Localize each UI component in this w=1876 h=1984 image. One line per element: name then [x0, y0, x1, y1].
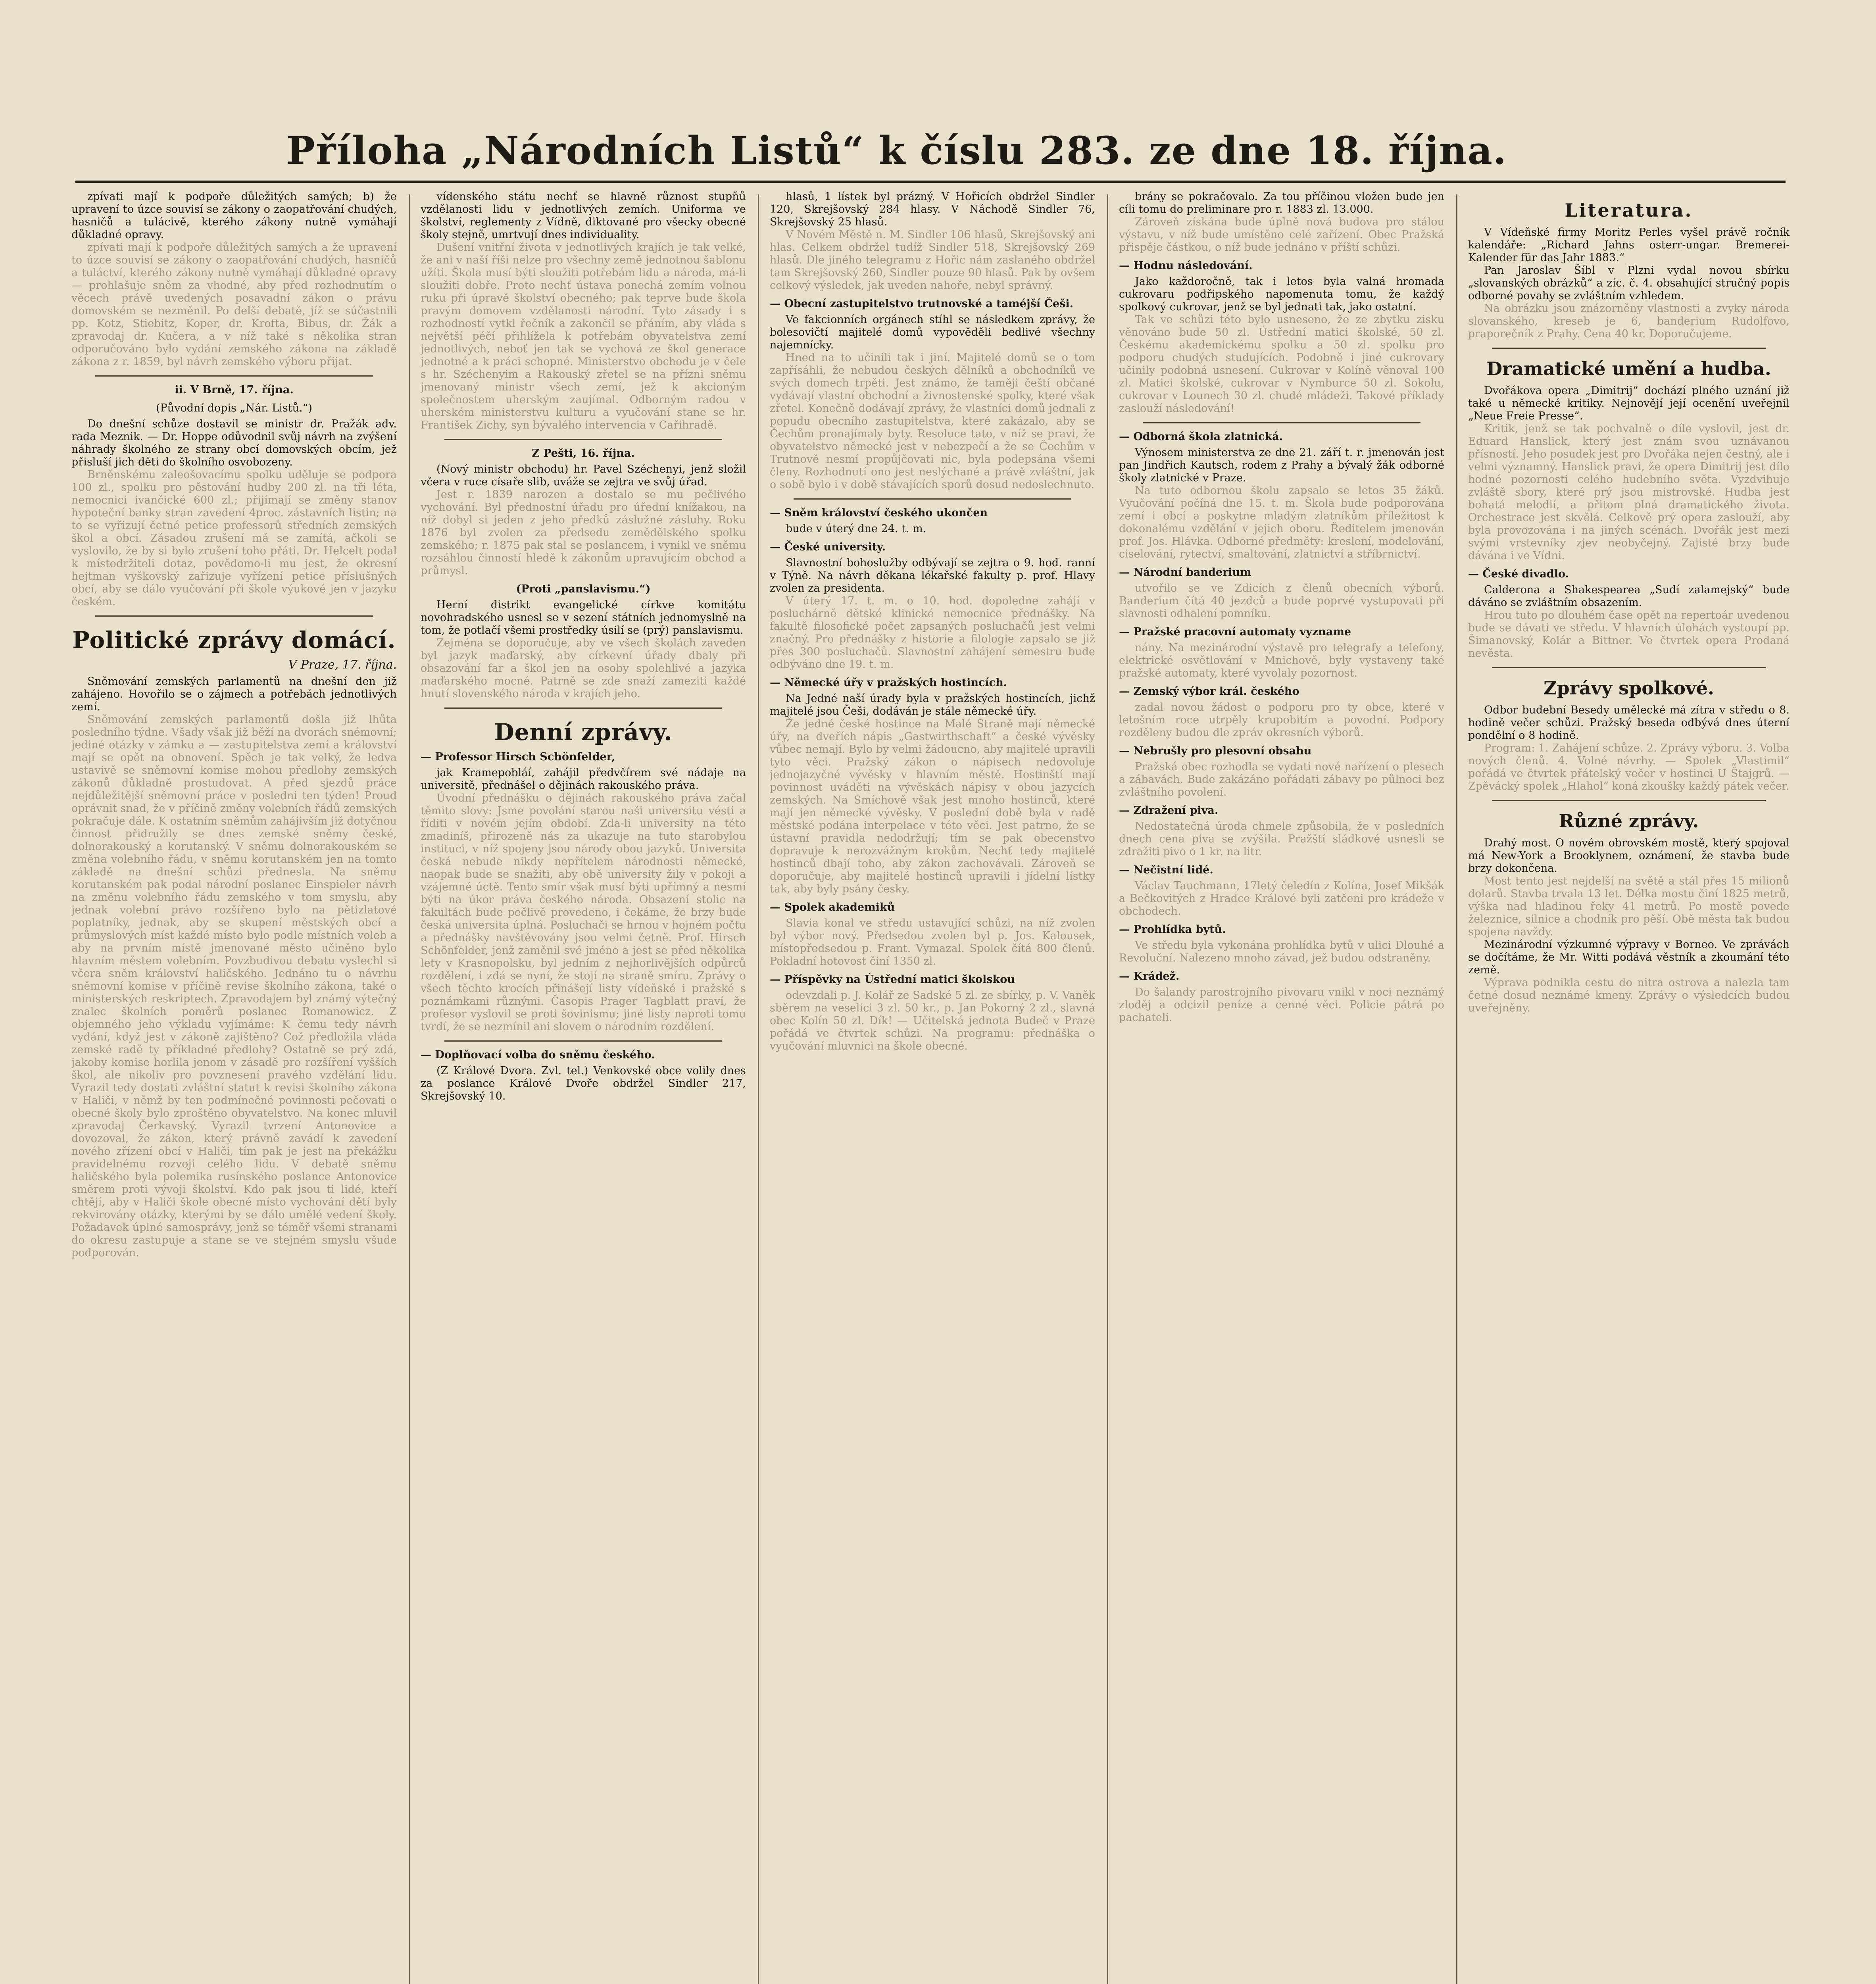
- col3-item4-title: — Německé úřy v pražských hostincích.: [770, 677, 1007, 689]
- col4-item3-title: — Národní banderium: [1119, 566, 1251, 579]
- col5-misc-filler: Most tento jest nejdelší na světě a stál přes 15 milionů dolarů. Stavba trvala 13 let. Délka mostu činí 1825 metrů, výška nad hladinou řeky 41 metrů. Po mostě povede železnice, silnice a chodník pro pěší. Obě města tak budou spojena navždy.: [1468, 875, 1790, 938]
- col5-clubs-filler: Program: 1. Zahájení schůze. 2. Zprávy výboru. 3. Volba nových členů. 4. Volné návrhy. — Spolek „Vlastimil“ pořádá ve čtvrtek přátelský večer v hostinci U Štajgrů. — Zpěvácký spolek „Hlahol“ koná zkoušky každý pátek večer.: [1468, 742, 1790, 792]
- col2-news-title: Denní zprávy.: [494, 719, 673, 746]
- col3-item2-text: bude v úterý dne 24. t. m.: [786, 523, 926, 535]
- col2-news1-title: — Professor Hirsch Schönfelder,: [421, 751, 615, 763]
- col1-item1-title: ii. V Brně, 17. října.: [175, 384, 294, 396]
- col3-text: hlasů, 1 lístek byl prázný. V Hořicích obdržel Sindler 120, Skrejšovský 284 hlasy. V Náchodě Sindler 76, Skrejšovský 25 hlasů.: [770, 190, 1095, 228]
- col4-item6-filler: Pražská obec rozhodla se vydati nové nařízení o plesech a zábavách. Bude zakázáno pořádati zábavy po půlnoci bez zvláštního povolení.: [1119, 761, 1444, 798]
- col2-separator-1: [444, 439, 722, 440]
- col4-item7-title: — Zdražení piva.: [1119, 804, 1219, 817]
- col4-item3-filler: utvořilo se ve Zdicích z členů obecních výborů. Banderium čítá 40 jezdců a bude poprvé vystupovati při slavnosti odhalení pomníku.: [1119, 582, 1444, 620]
- col4-item9-title: — Prohlídka bytů.: [1119, 923, 1226, 936]
- col2-item2-filler: Zejména se doporučuje, aby ve všech školách zaveden byl jazyk maďarský, aby církevní úřady dbaly při obsazování far a škol jen na osoby spolehlivé a jazyka maďarského mocné. Patrně se zde snaží zameziti každé hnutí slovenského národa v krajích jeho.: [421, 637, 746, 700]
- col5-theater2-title: — České divadlo.: [1468, 568, 1569, 580]
- col3-item2-title: — Sněm království českého ukončen: [770, 507, 988, 519]
- col4-item6-title: — Nebrušly pro plesovní obsahu: [1119, 745, 1312, 757]
- col3-item4-filler: Že jedné české hostince na Malé Straně mají německé úřy, na dveřích nápis „Gastwirthschaft“ a české vývěsky vůbec nemají. Bylo by velmi žádoucno, aby majitelé upravili tyto věci. Pražský zákon o nápisech nedovoluje jednojazyčné vývěsky v hlavním městě. Hostinští mají povinnost uváděti na vývěskách nápisy v obou jazycích zemských. Na Smíchově však jest mnoho hostinců, které mají jen německé vývěsky. V poslední době byla v radě městské podána interpelace v této věci. Jest patrno, že se ústavní pravidla nedodržují; tím se pak obecenstvo dopravuje k nerozvážným krokům. Nechť tedy majitelé hostinců dbají toho, aby zákon zachovávali. Zároveň se doporučuje, aby majitelé hostinců upravili i jídelní lístky tak, aby byly psány česky.: [770, 718, 1095, 895]
- col5-misc2-text: Mezinárodní výzkumné výpravy v Borneo. Ve zprávách se dočítáme, že Mr. Witti podává věstník a zkoumání této země.: [1468, 938, 1790, 976]
- col3-item3-text: Slavnostní bohoslužby odbývají se zejtra o 9. hod. ranní v Týně. Na návrh děkana lékařské fakulty p. prof. Hlavy zvolen za presidenta.: [770, 557, 1095, 594]
- col3-item1-title: — Obecní zastupitelstvo trutnovské a taméjší Češi.: [770, 298, 1074, 310]
- col4-item2-filler: Na tuto odbornou školu zapsalo se letos 35 žáků. Vyučování počíná dne 15. t. m. Škola bude podporována zemí i obcí a poskytne mladým zlatníkům příležitost k dokonalému vzdělání v jejich oboru. Ředitelem jmenován prof. Jos. Hlávka. Odborné předměty: kreslení, modelování, ciselování, rytectví, smaltování, zlatnictví a stříbrnictví.: [1119, 484, 1444, 560]
- col5-lit-title: Literatura.: [1565, 200, 1693, 221]
- col1-separator-2: [95, 615, 373, 617]
- col2-separator-3: [444, 1040, 722, 1042]
- col4-separator-1: [1143, 422, 1420, 423]
- col3-item1-text: Ve fakcionních orgánech stíhl se následkem zprávy, že bolesovičtí majitelé domů vypověděli bedlivé všechny najemnícky.: [770, 313, 1095, 351]
- col4-item1-text: Jako každoročně, tak i letos byla valná hromada cukrovaru podřipského napomenuta tomu, že každý spolkový cukrovar, jenž se byl jednati tak, jako ostatní.: [1119, 275, 1444, 313]
- col4-item1-filler: Tak ve schůzi této bylo usneseno, že ze zbytku zisku věnováno bude 50 zl. Ústřední matici školské, 50 zl. Českému akademickému spolku a 50 zl. spolku pro podporu chudých studujících. Podobně i jiné cukrovary učinily podobná usnesení. Cukrovar v Kolíně věnoval 100 zl. Matici školské, cukrovar v Nymburce 50 zl. Sokolu, cukrovar v Lounech 30 zl. chudé mládeži. Takové příklady zaslouží následování!: [1119, 313, 1444, 415]
- col3-item6-title: — Příspěvky na Ústřední matici školskou: [770, 973, 1015, 986]
- col3-item5-filler: Slavia konal ve středu ustavující schůzi, na níž zvolen byl výbor nový. Předsedou zvolen byl p. Jos. Kalousek, místopředsedou p. Frant. Vymazal. Spolek čítá 800 členů. Pokladní hotovost činí 1350 zl.: [770, 917, 1095, 967]
- col3-item6-filler: odevzdali p. J. Kolář ze Sadské 5 zl. ze sbírky, p. V. Vaněk sběrem na veselici 3 zl. 50 kr., p. Jan Pokorný 2 zl., slavná obec Kolín 50 zl. Dík! — Učitelská jednota Budeč v Praze pořádá ve čtvrtek schůzi. Na programu: přednáška o vyučování mluvnici na škole obecné.: [770, 989, 1095, 1052]
- col5-separator-2: [1492, 667, 1766, 668]
- col3-item3-title: — České university.: [770, 541, 886, 553]
- column-5: [1468, 190, 1790, 1984]
- col1-item1-text: Do dnešní schůze dostavil se ministr dr. Pražák adv. rada Meznik. — Dr. Hoppe odůvodnil svůj návrh na zvýšení náhrady školného ze strany obcí domovských obcím, jež přisluší jich děti do školního osvobozeny.: [71, 418, 397, 468]
- col5-misc-text: Drahý most. O novém obrovském mostě, který spojoval má New-York a Brooklynem, oznámení, že stavba bude brzy dokončena.: [1468, 837, 1790, 875]
- col2-news1-filler: Úvodní přednášku o dějinách rakouského práva začal těmito slovy: Jsme povolání starou naši universitu vésti a říditi v novém jejím období. Zda-li university na této zmadiníš, přirozeně nás za ukazuje na tuto starobylou instituci, v níž spojeny jsou národy obou jazyků. Universita česká nebude nikdy nepřítelem národnosti německé, naopak bude se snažiti, aby obě university žily v pokoji a vzájemné úctě. Tento smír však musí býti upřímný a nesmí býti na úkor práva českého národa. Obsazení stolic na fakultách bude pečlivě provedeno, i čekáme, že brzy bude česká universita úplná. Posluchači se hrnou v hojném počtu a přednášky navštěvovány jsou velmi četně. Prof. Hirsch Schönfelder, jenž zaměnil své jméno a jest se před několika lety v Krasnopolsku, byl jedním z nejhorlivějších odpůrců rozdělení, i zdá se nyní, že stojí na straně smíru. Zprávy o všech těchto krocích přinášejí listy vídeňské i pražské s poznámkami různými. Časopis Prager Tagblatt praví, že profesor vyslovil se proti šovinismu; jiné listy naproti tomu tvrdí, že se nezmínil ani slovem o národním rozdělení.: [421, 792, 746, 1033]
- col5-separator-3: [1492, 800, 1766, 801]
- col2-item-title: Z Pešti, 16. října.: [532, 447, 635, 459]
- col4-item5-title: — Zemský výbor král. českého: [1119, 685, 1299, 698]
- col2-separator-2: [444, 707, 722, 709]
- col4-item9-filler: Ve středu byla vykonána prohlídka bytů v ulici Dlouhé a Revoluční. Nalezeno mnoho závad, jež budou odstraněny.: [1119, 939, 1444, 964]
- supplement-masthead: Příloha „Národních Listů“ k číslu 283. ze dne 18. října.: [286, 128, 1507, 173]
- column-2: [421, 190, 746, 1984]
- col5-theater-filler: Kritik, jenž se tak pochvalně o díle vyslovil, jest dr. Eduard Hanslick, který jest znám svou uznávanou přísností. Jeho posudek jest pro Dvořáka nejen čestný, ale i velmi významný. Hanslick pravi, že opera Dimitrij jest dílo hodné pozornosti celého hudebního světa. Vyzdvihuje zvláště sbory, které prý jsou mistrovské. Hudba jest bohatá melodií, a přitom plná dramatického života. Orchestrace jest skvělá. Celkově prý opera zaslouží, aby byla provozována i na jiných scénách. Dvořák jest mezi svými vrstevníky zjev neobyčejný. Zajisté brzy bude dávána i ve Vídni.: [1468, 423, 1790, 562]
- col3-item5-title: — Spolek akademiků: [770, 901, 895, 913]
- col2-news2-title: — Doplňovací volba do sněmu českého.: [421, 1049, 655, 1061]
- col5-separator-1: [1492, 348, 1766, 349]
- col1-section-filler: Sněmování zemských parlamentů došla již lhůta posledního týdne. Všady však již běží na dvorách snémovní; jediné otázky v zámku a — zastupitelstva zemí a království mají se opět na obnovení. Spěch je tak velký, že ledva ustavivě se sněmovní komise mohou předlohy zemských zákonů důkladně prostudovat. A před sjezdů práce nejdůležitější sněmovní práce v posledni ten týden! Proud oprávnit snad, že v příčině změny volebních řádů zemských pokračuje dále. K ostatním sněmům zahájivším již dotyčnou činnost přidružily se dnes zemské sněmy české, dolnorakouský a korutanský. V sněmu dolnorakouském se změna volebního řádu, v sněmu korutanském jen na tomto základě na dnešní schůzi přednesla. Na sněmu korutanském pak podal národní poslanec Einspieler návrh na změnu volebního řádu zemského v tom smyslu, aby jednak volební právo rozšířeno bylo na pětizlatové poplatníky, jednak, aby se skupení městských obcí a průmyslových míst každé místo bylo podle místních voleb a aby na prvním místě jmenované město učiněno bylo hlavním městem volebním. Povzbudivou debatu vyslechl si včera sněm království haličského. Jednáno tu o návrhu sněmovní komise v příčině revise školního zákona, také o ministerských reskriptech. Zpravodajem byl známý výtečný znalec školních poměrů poslanec Romanowicz. Z objemného jeho výkladu vyjímáme: K čemu tedy návrh vydání, když jest v zákoně zajištěno? Což předložila vláda zemské radě ty příkladné předlohy? Ostatně se prý zdá, jakoby komise horlila jenom v zásadě pro rozšíření vyšších škol, ale nikoliv pro povznesení pravého vzdělání lidu. Vyrazil tedy dostati zvláštní statut k revisi školního zákona v Haliči, v němž by ten podmínečné povinnosti pečovati o obecné školy bylo zproštěno obyvatelstvo. Na konec mluvil zpravodaj Čerkavský. Vyrazil tvrzení Antonovice a dovozoval, že zákon, který právně zavádí k zavedení nového zřízení obcí v Haliči, tím pak je jest na překážku pravidelnému rozvoji celého lidu. V debatě sněmu haličského byla polemika rusínského poslance Antonovice směrem proti vývoji školství. Kdo pak jsou ti lidé, kteří chtějí, aby v Haliči škole obecné místo vychování dětí byly rekvirovány otázky, kterými by se dálo umělé vedení školy. Požadavek úplné samosprávy, jenž se téměř všemi stranami do okresu zastupuje a stane se ve stejném smyslu všude podporován.: [71, 713, 397, 1259]
- col4-item5-filler: zadal novou žádost o podporu pro ty obce, které v letošním roce utrpěly krupobitím a povodní. Podpory rozděleny budou dle zpráv okresních výborů.: [1119, 701, 1444, 739]
- col4-item8-filler: Václav Tauchmann, 17letý čeledín z Kolína, Josef Mikšák a Bečkovitých z Hradce Králové byli zatčeni pro krádeže v obchodech.: [1119, 880, 1444, 917]
- col4-item2-title: — Odborná škola zlatnická.: [1119, 431, 1283, 443]
- col2-text: vídenského státu nechť se hlavně různost stupňů vzdělanosti lidu v jednotlivých zemích. Uniforma ve školství, reglementy z Vídně, diktované pro všecky obecné školy stejně, umrtvují dnes individuality.: [421, 190, 746, 241]
- col5-clubs-text: Odbor budební Besedy umělecké má zítra v středu o 8. hodině večer schůzi. Pražský beseda odbývá dnes úterní pondělní o 8 hodině.: [1468, 704, 1790, 742]
- col5-theater-title: Dramatické umění a hudba.: [1486, 358, 1771, 379]
- col5-lit2-text: Pan Jaroslav Šíbl v Plzni vydal novou sbírku „slovanských obrázků“ a zíc. č. 4. obsahující stručný popis odborné povahy se zvláštním vzhledem.: [1468, 264, 1790, 302]
- col3-separator-1: [794, 498, 1071, 500]
- col5-theater2-filler: Hrou tuto po dlouhém čase opět na repertoár uvedenou bude se dávati ve středu. V hlavních úlohách vystoupí pp. Šimanovský, Kolár a Bittner. Ve čtvrtek opera Prodaná nevěsta.: [1468, 609, 1790, 659]
- col2-news2-text: (Z Králové Dvora. Zvl. tel.) Venkovské obce volily dnes za poslance Králové Dvoře obdržel Sindler 217, Skrejšovský 10.: [421, 1065, 746, 1102]
- col1-section-title: Politické zprávy domácí.: [72, 627, 396, 654]
- col1-body-filler: zpívati mají k podpoře důležitých samých a že upravení to úzce souvisí se zákony o zaopatřování chudých, hasničů a tuláctví, kterého zákony nutně vymáhají důkladné opravy — prohlašuje sněm za vhodné, aby před rozhodnutím o věcech právě uvedených posavadní zákon o právu domovském se nezměnil. Po delší debatě, jíž se súčastnili pp. Kotz, Stiebitz, Koper, dr. Krofta, Bibus, dr. Žák a zpravodaj dr. Kučera, a v níž také s několika stran odporučováno bylo vydání zemského zákona na základě zákona z r. 1859, byl návrh zemského výboru přijat.: [71, 241, 397, 368]
- col1-separator-1: [95, 375, 373, 377]
- col2-news1-text: jak Kramepobláí, zahájil předvčírem své nádaje na universitě, přednášel o dějinách rakouského práva.: [421, 767, 746, 792]
- col5-misc-title: Různé zprávy.: [1559, 810, 1699, 832]
- col2-item2-text: Herní distrikt evangelické církve komitátu novohradského usnesl se v sezení státních jednomyslně na tom, že potlačí všemi prostředky úsilí se (prý) panslavismu.: [421, 599, 746, 636]
- col4-item1-title: — Hodnu následování.: [1119, 260, 1253, 272]
- col1-item1-filler: Brněnskému zaleošovacímu spolku uděluje se podpora 100 zl., spolku pro pěstování hudby 200 zl. na tři léta, nemocnici ivančické 600 zl.; přijímají se změny stanov hypoteční banky stran zavedení 4proc. zástavních listin; na to se vyřizují četné petice professorů středních zemských škol a obcí. Zásadou zrušení má se zamítá, ačkoli se vyslovilo, že by si bylo zrušení toho přáti. Dr. Helcelt podal k místodržiteli dotaz, povědomo-li mu jest, že okresní hejtman vyškovský zařizuje vyřízení petice příslušných obcí, aby se dálo vyučování při škole výukové jen v jazyku českém.: [71, 469, 397, 608]
- column-divider-1: [409, 194, 410, 1984]
- col5-theater-text: Dvořákova opera „Dimitrij“ dochází plného uznání již také u německé kritiky. Nejnovějí její ocenění uveřejnil „Neue Freie Presse“.: [1468, 384, 1790, 422]
- col3-item1-filler: Hned na to učinili tak i jiní. Majitelé domů se o tom zapřísáhli, že nebudou českých dělníků a obchodníků ve svých domech trpěti. Jest známo, že taměji čeští občané vydávají vlastní obchodní a živnostenské spolky, které však zřetel. Konečně dodávají zprávy, že vlastníci domů jednali z popudu obecního zastupitelstva, které zakázalo, aby se Čechům pronajímaly byty. Resoluce tato, v níž se pravi, že obyvatelstvo německé jest v nebezpečí a že se Čechům v Trutnově nesmí propůjčovati nic, byla podepsána všemi členy. Rozhodnutí ono jest neslýchané a právě zvláštní, jak o sobě bylo i v době stávajících sporů dosud nedoslechnuto.: [770, 352, 1095, 491]
- col3-body-filler: V Novém Městě n. M. Sindler 106 hlasů, Skrejšovský ani hlas. Celkem obdržel tudíž Sindler 518, Skrejšovský 269 hlasů. Dle jiného telegramu z Hořic nám zaslaného obdržel tam Skrejšovský 260, Sindler pouze 90 hlasů. Pak by ovšem celkový výsledek, jak uveden nahoře, nebyl správný.: [770, 229, 1095, 292]
- col4-item10-title: — Krádež.: [1119, 970, 1180, 982]
- column-3: [770, 190, 1095, 1984]
- col5-clubs-title: Zprávy spolkové.: [1543, 677, 1715, 699]
- masthead-rule: [75, 181, 1786, 183]
- col4-item4-title: — Pražské pracovní automaty vyzname: [1119, 626, 1351, 638]
- col4-item7-filler: Nedostatečná úroda chmele způsobila, že v posledních dnech cena piva se zvýšila. Pražští sládkové usnesli se zdražiti pivo o 1 kr. na litr.: [1119, 820, 1444, 858]
- col1-item1-source: (Původní dopis „Nár. Listů.“): [156, 402, 312, 414]
- col5-misc2-filler: Výprava podnikla cestu do nitra ostrova a nalezla tam četné dosud neznámé kmeny. Zprávy o výsledcích budou uveřejněny.: [1468, 977, 1790, 1014]
- col4-body-filler: Zároveň získána bude úplně nová budova pro stálou výstavu, v níž bude umístěno celé zařízení. Obec Pražská přispěje částkou, o níž bude jednáno v příští schůzi.: [1119, 216, 1444, 254]
- column-divider-2: [758, 194, 759, 1984]
- column-4: [1119, 190, 1444, 1984]
- col2-item-filler: Jest r. 1839 narozen a dostalo se mu pečlivého vychování. Byl přednostní úřadu pro úřední knížakou, na níž dobyl si jeden z jeho předků záslužné zásluhy. Roku 1876 byl zvolen za předsedu zemědělského spolku zemského; r. 1875 pak stal se poslancem, i vynikl ve sněmu rozsáhlou činností hledě k zákonům upravujícím obchod a průmysl.: [421, 488, 746, 577]
- column-divider-3: [1107, 194, 1108, 1984]
- col5-lit-text: V Vídeňské firmy Moritz Perles vyšel právě ročník kalendáře: „Richard Jahns osterr-ungar. Bremerei-Kalender für das Jahr 1883.“: [1468, 226, 1790, 264]
- column-divider-4: [1456, 194, 1457, 1984]
- col5-lit-filler: Na obrázku jsou znázorněny vlastnosti a zvyky národa slovanského, kreseb je 6, banderium Rudolfovo, praporečník z Prahy. Cena 40 kr. Doporučujeme.: [1468, 302, 1790, 340]
- col2-body-filler: Dušení vnitřní života v jednotlivých krajích je tak velké, že ani v naší říši nelze pro všechny země jednotnou šablonu užíti. Škola musí býti sloužiti potřebám lidu a národa, má-li sloužiti dobře. Proto nechť ústava ponechá zemím volnou ruku při úpravě školství obecného; pak teprve bude škola pravým domovem vzdělanosti národní. Tyto zásady i s rozhodností vytkl řečník a zakončil se přáním, aby vláda s největší péčí přihlížela k potřebám obyvatelstva zemí jednotlivých, neboť jen tak se vychová ze škol generace jednotné a k práci schopné. Ministerstvo obchodu je v čele s hr. Széchenyim a Rakouský zřetel se na přízni sněmu jmenovaný ministr všech zemí, jež k akcioným společnostem uherským zaujímal. Odborným radou v uherském ministerstvu kulturu a vyučování stane se hr. František Zichy, syn bývalého intervencia v Cařihradě.: [421, 241, 746, 431]
- col4-text: brány se pokračovalo. Za tou příčinou vložen bude jen cíli tomu do preliminare pro r. 1883 zl. 13.000.: [1119, 190, 1444, 215]
- col4-item4-filler: nány. Na mezinárodní výstavě pro telegrafy a telefony, elektrické osvětlování v Mnichově, byly vystaveny také pražské automaty, které vyvolaly pozornost.: [1119, 642, 1444, 679]
- col2-item2-title: (Proti „panslavismu.“): [516, 583, 651, 595]
- col4-item8-title: — Nečistní lidé.: [1119, 864, 1213, 876]
- col4-item2-text: Výnosem ministerstva ze dne 21. září t. r. jmenován jest pan Jindřich Kautsch, rodem z Prahy a bývalý žák odborné školy zlatnické v Praze.: [1119, 446, 1444, 484]
- col1-intro: zpívati mají k podpoře důležitých samých; b) že upravení to úzce souvisí se zákony o zaopatřování chudých, hasničů a tulácivě, kterého zákony nutně vymáhají důkladné opravy.: [71, 190, 397, 241]
- col5-theater2-text: Calderona a Shakespearea „Sudí zalamejský“ bude dáváno se zvláštním obsazením.: [1468, 584, 1790, 609]
- col2-item-text: (Nový ministr obchodu) hr. Pavel Széchenyi, jenž složil včera v ruce císaře slib, uváže se zejtra ve svůj úřad.: [421, 463, 746, 488]
- col1-section-text: Sněmování zemských parlamentů na dnešní den již zahájeno. Hovořilo se o zájmech a potřebách jednotlivých zemí.: [71, 675, 397, 713]
- col3-item4-text: Na Jedné naší úrady byla v pražských hostincích, jichž majitelé jsou Češi, dodáván je stále německé úřy.: [770, 692, 1095, 717]
- col1-section-place: V Praze, 17. října.: [288, 658, 397, 672]
- article-columns: [71, 190, 1790, 1984]
- column-1: [71, 190, 397, 1984]
- col3-item3-filler: V úterý 17. t. m. o 10. hod. dopoledne zahájí v posluchárně dětské klinické nemocnice přednášky. Na fakultě filosofické počet zapsaných posluchačů jest velmi značný. Pro přednášky z historie a filologie zapsalo se již přes 300 posluchačů. Slavnostní zahájení semestru bude odbýváno dne 19. t. m.: [770, 595, 1095, 671]
- col4-item10-filler: Do šalandy parostrojního pivovaru vnikl v noci neznámý zloděj a odcizil peníze a cenné věci. Policie pátrá po pachateli.: [1119, 986, 1444, 1024]
